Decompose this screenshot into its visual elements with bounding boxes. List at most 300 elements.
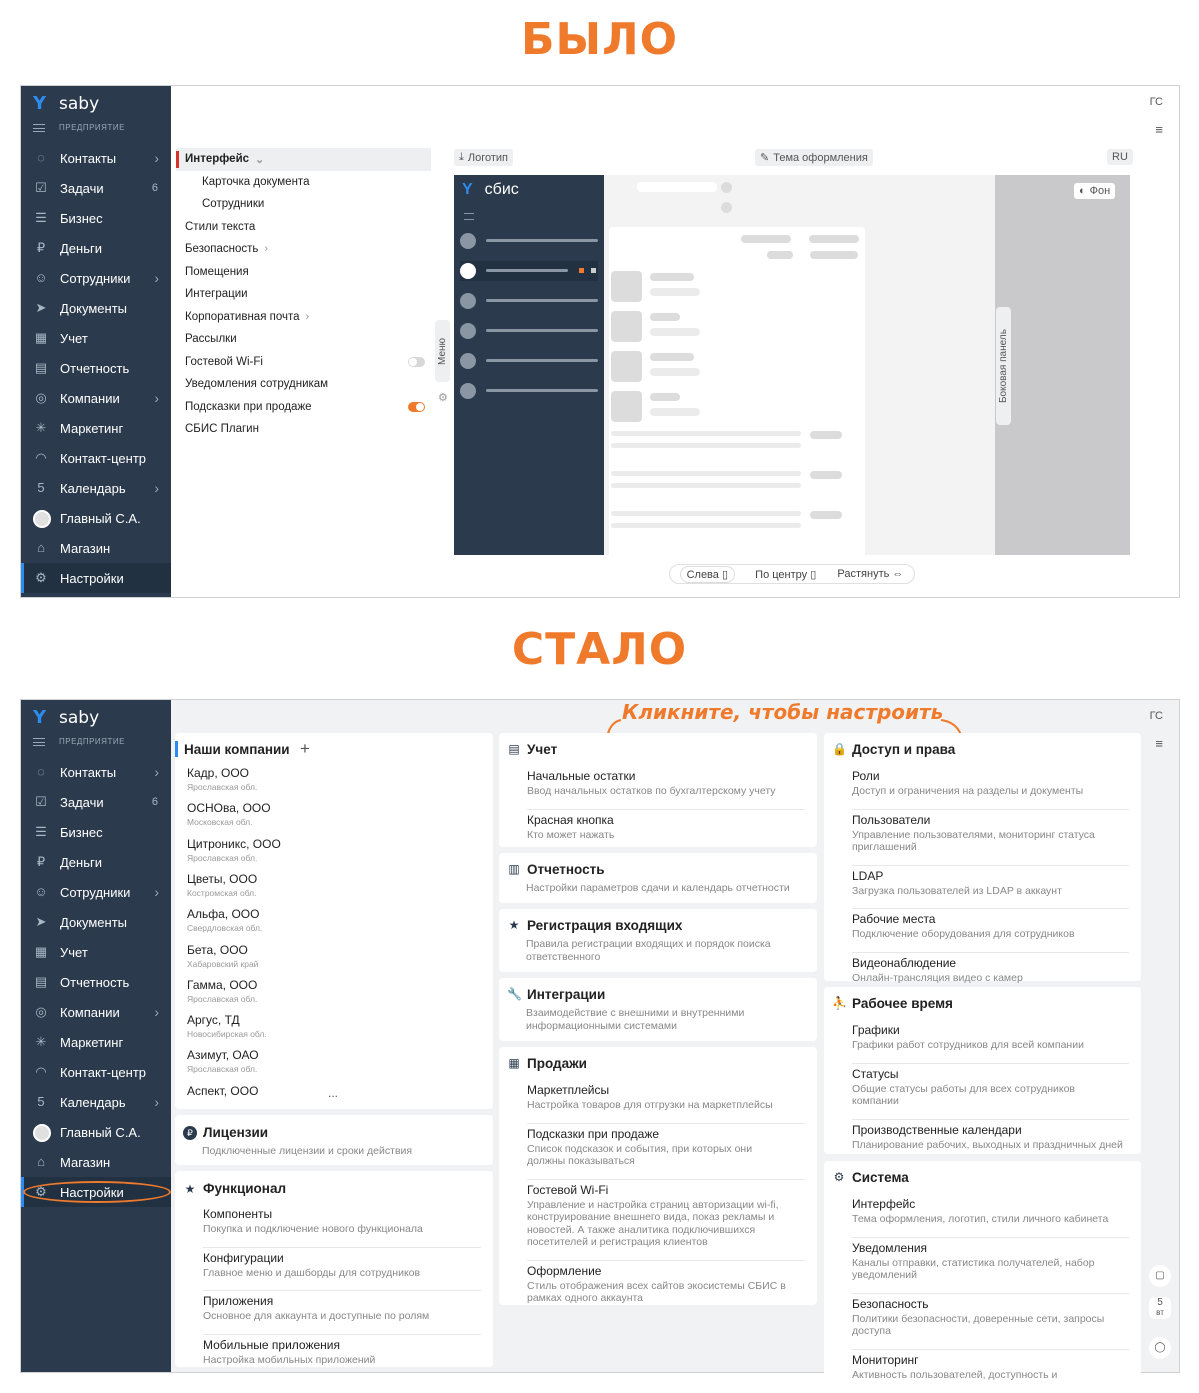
setting-item-desc: Онлайн-трансляция видео с камер [852, 971, 1023, 984]
sidebar-item-label: Деньги [60, 854, 102, 870]
chevron-right-icon: › [154, 480, 159, 496]
preview-nav-row [460, 351, 598, 371]
money-icon: ₽ [36, 240, 46, 255]
preview-sidebar [454, 175, 604, 555]
theme-button-label: Тема оформления [773, 151, 868, 164]
separator [527, 809, 805, 810]
sidebar [21, 86, 171, 597]
settings-menu-label: Интеграции [185, 288, 248, 301]
setting-item-title[interactable]: Пользователи [852, 812, 931, 827]
user-initials[interactable]: ГС [1149, 710, 1163, 722]
setting-item-title[interactable]: Роли [852, 769, 880, 783]
setting-item-title[interactable]: Интерфейс [852, 1197, 916, 1211]
features-card [175, 1171, 493, 1367]
skeleton-bar [810, 471, 842, 479]
sidebar-item-label: Календарь [60, 1094, 126, 1110]
company-name[interactable]: ОСНОва, ООО [187, 801, 271, 816]
sidebar-item-label: Документы [60, 300, 128, 316]
business-icon: ☰ [35, 210, 47, 225]
companies-card [175, 733, 493, 1109]
setting-item-desc: Настройка мобильных приложений [203, 1353, 376, 1366]
preview-content [609, 227, 865, 557]
setting-item-title[interactable]: Видеонаблюдение [852, 955, 957, 970]
more-icon[interactable]: ... [328, 1086, 339, 1100]
gear-icon[interactable]: ⚙ [438, 392, 448, 404]
sidebar-item[interactable] [21, 173, 171, 203]
chevron-right-icon: › [264, 243, 269, 256]
calendar-icon: 5 [37, 480, 45, 495]
sidebar-item[interactable] [21, 143, 171, 173]
store-icon: ⌂ [37, 540, 45, 555]
sidebar-item[interactable] [21, 383, 171, 413]
background-button[interactable] [1074, 183, 1115, 199]
setting-item-desc: Тема оформления, логотип, стили личного кабинета [852, 1213, 1109, 1225]
setting-item-desc: должны показываться [527, 1155, 635, 1167]
setting-item-desc: Стиль отображения всех сайтов экосистемы СБИС в [527, 1279, 786, 1292]
setting-item-title[interactable]: Начальные остатки [527, 769, 636, 783]
saby-logo-icon: Y [33, 707, 47, 728]
company-name[interactable]: Аспект, ООО [187, 1083, 259, 1098]
settings-menu-item[interactable] [176, 283, 431, 306]
gear-icon: ⚙ [833, 1170, 845, 1184]
sidebar-item-count: 6 [151, 182, 158, 194]
sidebar [21, 700, 171, 1372]
skeleton-bar [650, 408, 700, 416]
company-name[interactable]: Бета, ООО [187, 942, 248, 957]
sidebar-item[interactable] [21, 877, 171, 907]
setting-item-desc: Общие статусы работы для всех сотрудников [852, 1082, 1076, 1095]
sidebar-item[interactable] [21, 787, 171, 817]
settings-menu-item[interactable] [176, 306, 431, 329]
skeleton-thumb [611, 271, 642, 302]
settings-menu-label: СБИС Плагин [185, 423, 259, 436]
sidebar-item[interactable] [21, 563, 171, 593]
avatar [33, 1124, 49, 1140]
saby-logo-icon: Y [33, 93, 47, 114]
sidebar-item[interactable] [21, 907, 171, 937]
sidebar-item-label: Магазин [60, 540, 111, 556]
sidebar-nav [21, 143, 171, 593]
separator [852, 809, 1129, 810]
preview-hamburger-icon [464, 213, 474, 220]
chat-icon: ◌ [37, 150, 45, 165]
sidebar-item[interactable] [21, 263, 171, 293]
company-region: Ярославская обл. [187, 993, 258, 1004]
sidebar-item[interactable] [21, 293, 171, 323]
access-card [824, 733, 1141, 984]
preview-nav-row [460, 381, 598, 401]
settings-menu-label: Помещения [185, 265, 249, 278]
skeleton-bar [809, 235, 859, 243]
download-icon: ⤓ [459, 151, 464, 163]
skeleton-bar [650, 353, 694, 361]
skeleton-bar [611, 443, 801, 448]
setting-item-title[interactable]: Уведомления [852, 1240, 928, 1255]
setting-item-title[interactable]: Рабочие места [852, 912, 936, 926]
sidebar-item-label: Маркетинг [60, 1034, 124, 1050]
setting-item-desc: Планирование рабочих, выходных и праздничных дней [852, 1138, 1123, 1151]
sidebar-item[interactable] [21, 1147, 171, 1177]
sidebar-item-label: Деньги [60, 240, 102, 256]
sidebar-item[interactable] [21, 353, 171, 383]
settings-menu-item[interactable] [176, 328, 431, 351]
separator [852, 952, 1129, 953]
setting-item-title[interactable]: Подсказки при продаже [527, 1126, 660, 1141]
chevron-right-icon: › [154, 884, 159, 900]
marketing-icon: ✳ [35, 420, 47, 435]
setting-item-desc: посетителей и регистрация клиентов [527, 1236, 708, 1248]
sidebar-item[interactable] [21, 413, 171, 443]
user-initials[interactable]: ГС [1149, 96, 1163, 108]
setting-item-desc: Главное меню и дашборды для сотрудников [203, 1266, 421, 1279]
star-icon: ★ [508, 918, 520, 932]
preview-logo-icon: Y [462, 181, 473, 198]
preview-placeholder [637, 182, 717, 192]
company-region: Свердловская обл. [187, 923, 263, 934]
theme-button[interactable] [755, 149, 873, 166]
align-center-label: По центру [755, 568, 808, 581]
sidebar-nav [21, 757, 171, 1207]
sidebar-item[interactable] [21, 203, 171, 233]
separator [203, 1290, 481, 1291]
setting-item-desc: Активность пользователей, доступность и [852, 1368, 1058, 1381]
separator [852, 1349, 1129, 1350]
sidebar-item-label: Главный С.А. [60, 1124, 141, 1140]
reporting-title: Отчетность [527, 862, 605, 877]
setting-item-desc: Загрузка пользователей из LDAP в аккаунт [852, 884, 1062, 897]
settings-menu-item[interactable] [176, 193, 431, 216]
business-icon: ☰ [35, 824, 47, 839]
sidebar-item-label: Контакты [60, 150, 117, 166]
skeleton-bar [810, 431, 842, 439]
wrench-icon: 🔧 [507, 987, 522, 1001]
settings-menu-item[interactable] [176, 418, 431, 441]
skeleton-bar [810, 511, 842, 519]
skeleton-bar [611, 523, 801, 528]
company-name[interactable]: Азимут, ОАО [187, 1048, 259, 1063]
settings-menu-label: Карточка документа [202, 175, 310, 188]
employees-icon: ☺ [34, 884, 48, 899]
settings-menu-label: Рассылки [185, 333, 237, 346]
worktime-title: Рабочее время [852, 996, 953, 1011]
sidebar-item[interactable] [21, 1027, 171, 1057]
integrations-card[interactable] [499, 978, 817, 1041]
setting-item-desc: Подключение оборудования для сотрудников [852, 928, 1075, 940]
features-title: Функционал [203, 1181, 287, 1196]
skeleton-bar [611, 471, 801, 476]
app-logo[interactable] [33, 94, 99, 114]
sidebar-item[interactable] [21, 937, 171, 967]
sidebar-item-label: Маркетинг [60, 420, 124, 436]
skeleton-thumb [611, 351, 642, 382]
reports-icon: ▤ [34, 360, 48, 375]
company-name[interactable]: Альфа, ООО [187, 907, 260, 922]
integrations-desc-line: Взаимодействие с внешними и внутренними [526, 1007, 745, 1019]
sidebar-item-label: Контакт-центр [60, 450, 147, 466]
align-left-option[interactable]: Слева ▯ [681, 567, 734, 582]
sidebar-item-label: Главный С.А. [60, 510, 141, 526]
separator [852, 1237, 1129, 1238]
reporting-card[interactable] [499, 853, 817, 903]
enterprise-switcher[interactable] [33, 737, 125, 746]
after-label: СТАЛО [511, 624, 688, 675]
setting-item-title[interactable]: Мобильные приложения [203, 1337, 340, 1352]
company-region: Ярославская обл. [187, 852, 258, 863]
sidebar-item[interactable] [21, 847, 171, 877]
system-card [824, 1161, 1141, 1381]
setting-item-desc: Настройка товаров для отгрузки на маркетплейсы [527, 1099, 773, 1111]
companies-title[interactable]: Наши компании [184, 742, 290, 757]
sidebar-item[interactable] [21, 503, 171, 533]
enterprise-label: ПРЕДПРИЯТИЕ [59, 737, 125, 746]
sidebar-item-label: Компании [60, 1004, 120, 1020]
language-button[interactable]: RU [1107, 149, 1133, 165]
setting-item-desc: Покупка и подключение нового функционала [203, 1223, 423, 1235]
setting-item-desc: Ввод начальных остатков по бухгалтерскому учету [527, 785, 776, 797]
setting-item-desc: Каналы отправки, статистика получателей, набор [852, 1256, 1095, 1269]
setting-item-title[interactable]: Графики [852, 1023, 900, 1037]
sidebar-item-label: Отчетность [60, 360, 130, 376]
licenses-card[interactable] [175, 1115, 493, 1165]
align-center-option[interactable]: По центру ▯ [755, 568, 817, 581]
hint-label: Кликните, чтобы настроить [622, 700, 944, 724]
toggle-switch[interactable] [408, 402, 425, 412]
incoming-title: Регистрация входящих [527, 918, 683, 933]
system-title: Система [852, 1170, 909, 1185]
company-name[interactable]: Гамма, ООО [187, 977, 258, 992]
skeleton-bar [741, 235, 791, 243]
setting-item-desc: новостей. А также аналитика подключившихся [527, 1223, 756, 1236]
filter-icon[interactable]: ≡ [1155, 736, 1163, 751]
report-icon: ▥ [508, 862, 520, 876]
setting-item-title[interactable]: Конфигурации [203, 1250, 284, 1265]
sidebar-item[interactable] [21, 967, 171, 997]
accounting-card [499, 733, 817, 847]
app-name: saby [59, 94, 100, 114]
preview-placeholder [721, 182, 732, 193]
palette-icon: ◐ [1079, 185, 1086, 197]
sidebar-item-label: Настройки [60, 570, 124, 586]
setting-item-desc: компании [852, 1095, 899, 1107]
settings-menu-item[interactable] [176, 373, 431, 396]
company-region: Ярославская обл. [187, 1064, 258, 1075]
sidebar-item[interactable] [21, 1117, 171, 1147]
companies-card-accent [175, 741, 178, 757]
setting-item-desc: Доступ и ограничения на разделы и документы [852, 785, 1084, 797]
headset-icon: ◠ [35, 450, 47, 465]
star-icon: ★ [184, 1182, 196, 1196]
sidebar-item-label: Контакт-центр [60, 1064, 147, 1080]
separator [852, 1119, 1129, 1120]
skeleton-bar [611, 431, 801, 436]
align-stretch-option[interactable]: Растянуть ⇔ [837, 568, 904, 580]
settings-menu-label: Уведомления сотрудникам [185, 378, 329, 391]
setting-item-title[interactable]: Статусы [852, 1066, 899, 1081]
settings-menu-label: Безопасность [185, 243, 259, 256]
setting-item-title[interactable]: Безопасность [852, 1296, 929, 1311]
licenses-title: Лицензии [203, 1125, 269, 1140]
settings-menu-item[interactable] [176, 148, 431, 171]
enterprise-label: ПРЕДПРИЯТИЕ [59, 123, 125, 132]
incoming-card[interactable] [499, 909, 817, 972]
side-panel-tab[interactable] [996, 307, 1011, 425]
menu-tab-label: Меню [437, 337, 448, 365]
sidebar-item[interactable] [21, 323, 171, 353]
brush-icon: ✎ [760, 152, 770, 164]
setting-item-desc: Список подсказок и события, при которых они [527, 1142, 753, 1155]
enterprise-switcher[interactable] [33, 123, 125, 132]
separator [203, 1334, 481, 1335]
chevron-down-icon: ⌄ [255, 153, 265, 166]
chevron-right-icon: › [154, 390, 159, 406]
documents-icon: ➤ [35, 300, 47, 315]
app-logo[interactable] [33, 708, 99, 728]
hamburger-icon [33, 124, 45, 132]
logo-button-label: Логотип [467, 151, 508, 164]
tasks-icon: ☑ [35, 794, 47, 809]
sidebar-item[interactable] [21, 997, 171, 1027]
people-icon: ⛹ [832, 996, 847, 1010]
new-settings-screenshot [20, 699, 1180, 1381]
chat-icon[interactable]: ◯ [1149, 1337, 1171, 1359]
notes-icon[interactable]: ▢ [1149, 1265, 1171, 1287]
preview-nav-row [460, 231, 598, 251]
settings-menu-item[interactable] [176, 171, 431, 194]
separator [852, 1063, 1129, 1064]
preview-placeholder [721, 202, 732, 213]
filter-icon[interactable]: ≡ [1155, 122, 1163, 137]
marketing-icon: ✳ [35, 1034, 47, 1049]
company-region: Новосибирская обл. [187, 1029, 267, 1040]
skeleton-bar [650, 368, 700, 376]
highlight-ellipse [23, 1181, 171, 1203]
setting-item-desc: конструирование внешнего вида, показ рекламы и [527, 1211, 775, 1223]
setting-item-desc: Графики работ сотрудников для всей компании [852, 1039, 1084, 1051]
setting-item-title[interactable]: Приложения [203, 1294, 274, 1308]
company-name[interactable]: Аргус, ТД [187, 1013, 240, 1028]
sidebar-item[interactable] [21, 233, 171, 263]
setting-item-title[interactable]: LDAP [852, 868, 884, 883]
sales-card [499, 1047, 817, 1305]
headset-icon: ◠ [35, 1064, 47, 1079]
reports-icon: ▤ [34, 974, 48, 989]
access-title: Доступ и права [852, 742, 956, 757]
settings-menu-label: Корпоративная почта [185, 310, 300, 323]
setting-item-desc: Основное для аккаунта и доступные по ролям [203, 1310, 430, 1322]
settings-menu-item[interactable] [176, 396, 431, 419]
separator [852, 908, 1129, 909]
settings-menu-item[interactable] [176, 216, 431, 239]
sidebar-item[interactable] [21, 473, 171, 503]
money-icon: ₽ [36, 854, 46, 869]
preview-bg-area [995, 175, 1130, 555]
preview-logo [462, 181, 519, 199]
companies-icon: ◎ [35, 390, 47, 405]
menu-tab[interactable] [435, 320, 450, 382]
sidebar-item-label: Учет [60, 330, 88, 346]
setting-item-desc: рамках одного аккаунта [527, 1292, 644, 1304]
sidebar-item[interactable] [21, 443, 171, 473]
company-name[interactable]: Цитроникс, ООО [187, 836, 281, 851]
skeleton-bar [650, 288, 700, 296]
sidebar-item-label: Настройки [60, 1184, 124, 1200]
settings-menu-item[interactable] [176, 238, 431, 261]
accounting-icon: ▦ [34, 330, 48, 345]
sidebar-item[interactable] [21, 1087, 171, 1117]
separator [527, 1123, 805, 1124]
settings-menu-label: Гостевой Wi-Fi [185, 355, 263, 368]
chevron-right-icon: › [305, 310, 310, 323]
setting-item-title[interactable]: Оформление [527, 1263, 602, 1278]
company-name[interactable]: Цветы, ООО [187, 871, 258, 886]
company-region: Хабаровский край [187, 958, 259, 969]
sidebar-item[interactable] [21, 1057, 171, 1087]
company-name[interactable]: Кадр, ООО [187, 766, 250, 780]
separator [527, 1179, 805, 1180]
documents-icon: ➤ [35, 914, 47, 929]
tasks-icon: ☑ [35, 180, 47, 195]
setting-item-title[interactable]: Мониторинг [852, 1352, 919, 1367]
sidebar-item-count: 6 [151, 796, 158, 808]
settings-menu-item[interactable] [176, 261, 431, 284]
preview-right-panel [889, 175, 994, 555]
logo-button[interactable] [454, 149, 513, 166]
sidebar-item-label: Задачи [60, 180, 104, 196]
chevron-right-icon: › [154, 764, 159, 780]
preview-nav-row [460, 291, 598, 311]
sales-title: Продажи [527, 1056, 587, 1071]
separator [527, 1260, 805, 1261]
sidebar-item[interactable] [21, 533, 171, 563]
setting-item-title[interactable]: Красная кнопка [527, 812, 614, 827]
licenses-desc: Подключенные лицензии и сроки действия [202, 1145, 413, 1157]
sidebar-item-label: Бизнес [60, 210, 103, 226]
avatar [33, 510, 49, 526]
sidebar-item-label: Магазин [60, 1154, 111, 1170]
setting-item-desc: приглашений [852, 841, 917, 853]
reporting-desc: Настройки параметров сдачи и календарь отчетности [526, 882, 790, 894]
sidebar-item[interactable] [21, 757, 171, 787]
skeleton-bar [611, 483, 801, 488]
sidebar-item-label: Отчетность [60, 974, 130, 990]
setting-item-title[interactable]: Компоненты [203, 1207, 273, 1221]
chat-icon: ◌ [37, 764, 45, 779]
company-region: Ярославская обл. [187, 782, 258, 792]
calendar-icon: 5 [37, 1094, 45, 1109]
setting-item-title[interactable]: Гостевой Wi-Fi [527, 1182, 609, 1197]
sidebar-item-label: Документы [60, 914, 128, 930]
chevron-right-icon: › [154, 1094, 159, 1110]
sidebar-item-label: Календарь [60, 480, 126, 496]
skeleton-bar [650, 273, 694, 281]
license-icon: ₽ [183, 1126, 197, 1140]
chevron-right-icon: › [154, 150, 159, 166]
integrations-desc-line: информационными системами [526, 1019, 677, 1032]
setting-item-desc: доступа [852, 1325, 891, 1337]
sidebar-item[interactable] [21, 817, 171, 847]
calendar-day: 5 [1157, 1297, 1163, 1308]
setting-item-title[interactable]: Маркетплейсы [527, 1083, 610, 1097]
add-company-icon[interactable]: + [300, 739, 310, 758]
toggle-switch[interactable] [408, 357, 425, 367]
theme-preview [454, 175, 1130, 555]
settings-menu-item[interactable] [176, 351, 431, 374]
incoming-desc-line: Правила регистрации входящих и порядок поиска [526, 938, 771, 950]
setting-item-title[interactable]: Производственные календари [852, 1122, 1022, 1137]
preview-brand: сбис [484, 181, 519, 198]
setting-item-desc: Политики безопасности, доверенные сети, запросы [852, 1312, 1105, 1325]
calendar-day-widget[interactable] [1149, 1297, 1171, 1319]
